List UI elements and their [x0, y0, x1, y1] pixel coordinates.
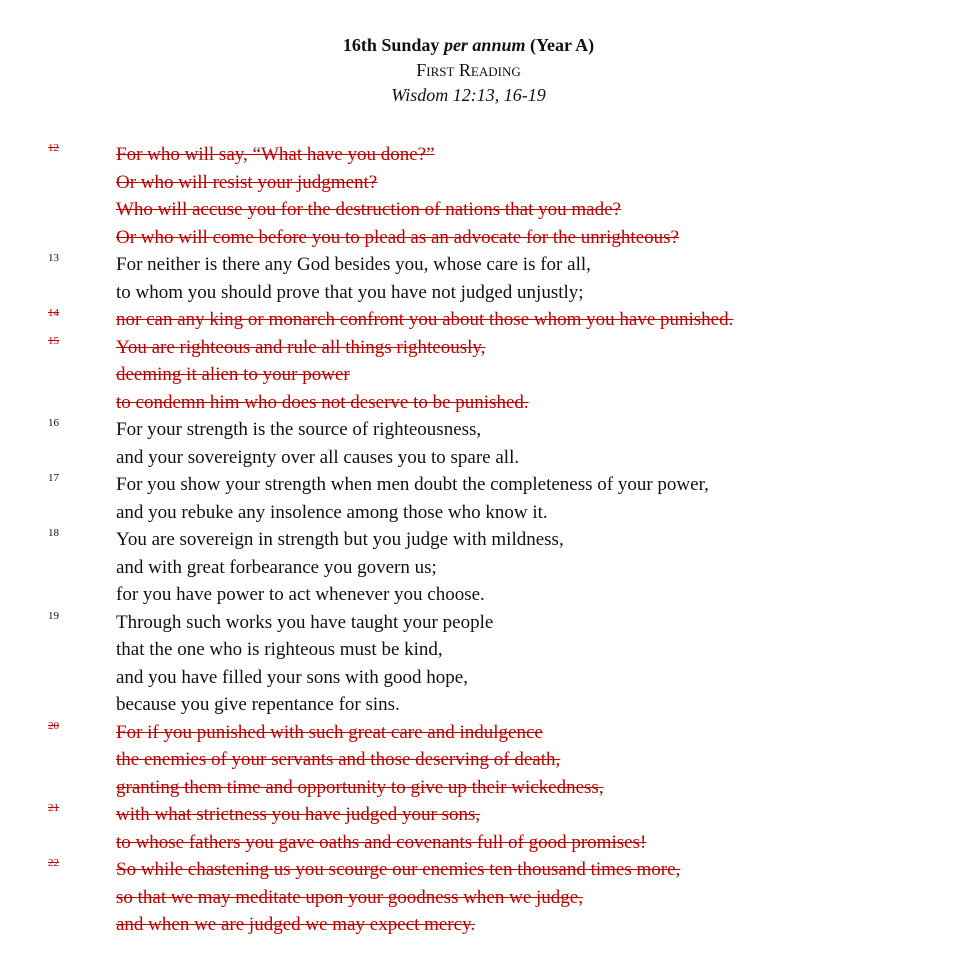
verse-text: granting them time and opportunity to give up their wickedness,: [116, 776, 604, 798]
struck-verse-line: [0, 306, 963, 334]
verse-line: [0, 251, 963, 279]
verse-text: and you have filled your sons with good hope,: [116, 666, 468, 688]
verse-text: Or who will come before you to plead as an advocate for the unrighteous?: [116, 226, 679, 248]
verse-text: For if you punished with such great care and indulgence: [116, 721, 543, 743]
verse-line: [0, 609, 963, 637]
verse-number: 17: [48, 472, 59, 484]
verse-text: for you have power to act whenever you choose.: [116, 584, 485, 605]
reading-label: First Reading: [416, 60, 521, 80]
verse-text: Who will accuse you for the destruction of nations that you made?: [116, 199, 621, 220]
verse-text: So while chastening us you scourge our enemies ten thousand times more,: [116, 859, 681, 880]
verse-number: 16: [48, 417, 59, 429]
struck-verse-line: [0, 774, 963, 802]
struck-verse-line: [0, 829, 963, 857]
struck-verse-line: [0, 169, 963, 197]
verse-number: 13: [48, 252, 59, 264]
verse-text: For your strength is the source of righteousness,: [116, 419, 482, 440]
verse-text: deeming it alien to your power: [116, 364, 350, 385]
title-suffix: (Year A): [525, 35, 595, 55]
verse-text: For neither is there any God besides you, whose care is for all,: [116, 254, 591, 275]
struck-verse-line: [0, 389, 963, 417]
verse-line: [0, 526, 963, 554]
verse-line: [0, 691, 963, 719]
verse-text: to whom you should prove that you have not judged unjustly;: [116, 281, 584, 303]
verse-line: [0, 499, 963, 527]
title-italic: per annum: [443, 35, 526, 55]
verse-number: 12: [48, 142, 59, 154]
verse-text: to whose fathers you gave oaths and covenants full of good promises!: [116, 831, 647, 853]
struck-verse-line: [0, 196, 963, 224]
verse-number: 15: [48, 334, 59, 347]
verse-text: You are righteous and rule all things righteously,: [116, 336, 486, 358]
struck-verse-line: [0, 884, 963, 912]
struck-verse-line: [0, 141, 963, 169]
verse-line: [0, 554, 963, 582]
verse-text: and your sovereignty over all causes you to spare all.: [116, 446, 520, 468]
verse-line: [0, 279, 963, 307]
verse-text: with what strictness you have judged your sons,: [116, 804, 481, 825]
verse-text: Through such works you have taught your people: [116, 611, 494, 633]
struck-verse-line: [0, 911, 963, 939]
verse-text: For you show your strength when men doubt the completeness of your power,: [116, 474, 709, 495]
verse-line: [0, 664, 963, 692]
page-title: [0, 33, 937, 58]
verse-text: For who will say, “What have you done?”: [116, 144, 435, 165]
verse-text: You are sovereign in strength but you judge with mildness,: [116, 529, 564, 550]
verse-number: 14: [48, 307, 59, 319]
title-prefix: 16th Sunday: [342, 35, 444, 55]
verse-text: and when we are judged we may expect mercy.: [116, 914, 476, 935]
verse-number: 20: [48, 719, 59, 732]
verse-text: Or who will resist your judgment?: [116, 171, 378, 193]
verse-line: [0, 636, 963, 664]
verse-number: 22: [48, 857, 59, 869]
verse-number: 21: [48, 802, 59, 814]
struck-verse-line: [0, 361, 963, 389]
verse-text: nor can any king or monarch confront you about those whom you have punished.: [116, 309, 734, 330]
scripture-reference: Wisdom 12:13, 16-19: [391, 85, 546, 105]
reading-body: [0, 141, 963, 939]
verse-text: to condemn him who does not deserve to be punished.: [116, 391, 529, 413]
struck-verse-line: [0, 719, 963, 747]
verse-text: because you give repentance for sins.: [116, 694, 400, 715]
verse-text: and you rebuke any insolence among those who know it.: [116, 501, 548, 523]
struck-verse-line: [0, 801, 963, 829]
verse-text: that the one who is righteous must be kind,: [116, 639, 443, 660]
verse-number: 19: [48, 609, 59, 622]
verse-text: so that we may meditate upon your goodness when we judge,: [116, 886, 583, 908]
verse-line: [0, 471, 963, 499]
verse-text: and with great forbearance you govern us;: [116, 556, 437, 578]
struck-verse-line: [0, 856, 963, 884]
verse-text: the enemies of your servants and those deserving of death,: [116, 749, 561, 770]
verse-line: [0, 581, 963, 609]
struck-verse-line: [0, 224, 963, 252]
struck-verse-line: [0, 334, 963, 362]
struck-verse-line: [0, 746, 963, 774]
verse-line: [0, 444, 963, 472]
verse-number: 18: [48, 527, 59, 539]
reading-header: [0, 33, 937, 108]
verse-line: [0, 416, 963, 444]
